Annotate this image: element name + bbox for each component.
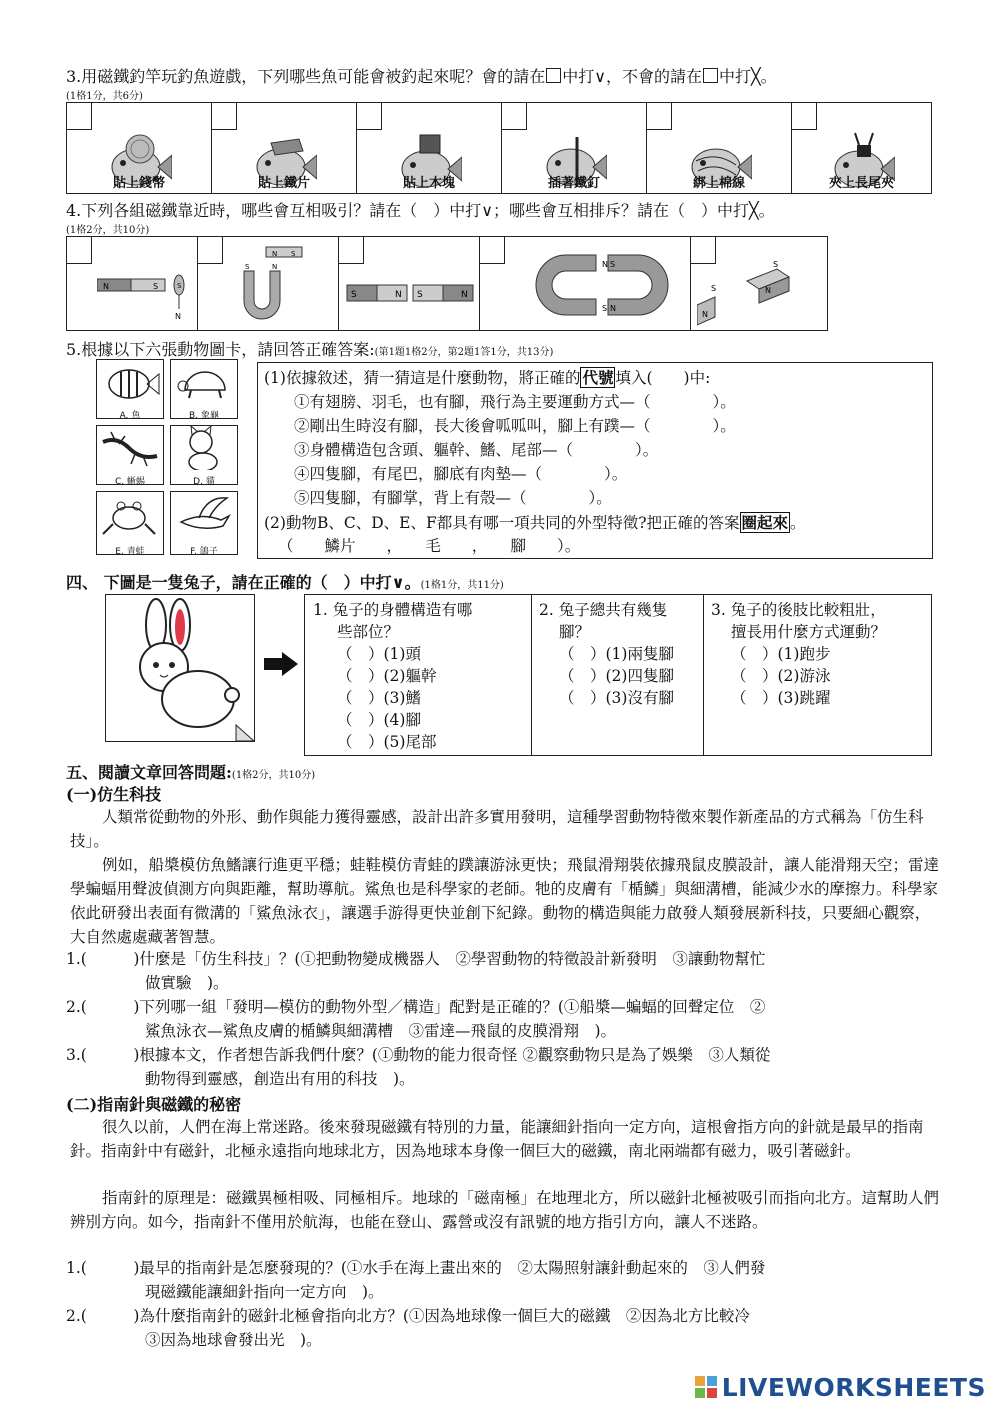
- s4-title-text: 四、 下圖是一隻兔子，請在正確的（ ）中打∨。: [66, 573, 421, 592]
- magnet-cell: [339, 237, 480, 331]
- rabbit-card: [105, 594, 255, 742]
- magnet-cell: [691, 237, 828, 331]
- s5-a-question-3[interactable]: 3.( )根據本文，作者想告訴我們什麼？(①動物的能力很奇怪 ②觀察動物只是為了娛樂 ③人類從: [66, 1046, 771, 1064]
- fish-label: 插著鐵釘: [547, 176, 600, 191]
- q5-p1-keyword: 代號: [582, 368, 614, 387]
- animal-card-fish: [96, 359, 164, 419]
- q3-note: (1格1分，共6分): [66, 91, 143, 102]
- s5-b-question-1[interactable]: 1.( )最早的指南針是怎麼發現的？(①水手在海上畫出來的 ②太陽照射讓針動起來的 ③人們發: [66, 1259, 766, 1277]
- svg-text:S: S: [245, 263, 250, 271]
- animal-card-tortoise: [170, 359, 238, 419]
- rabbit-q3-title: 3. 兔子的後肢比較粗壯，: [711, 601, 886, 619]
- animal-card-cat: [170, 425, 238, 485]
- s5-a-paragraph-1: 人類常從動物的外形、動作與能力獲得靈感，設計出許多實用發明，這種學習動物特徵來製作新產品的方式稱為「仿生科技」。: [70, 808, 924, 850]
- s5-a-question-1-cont: 做實驗 )。: [145, 974, 229, 992]
- lizard-icon: [97, 426, 163, 470]
- s5-a-paragraph-2: 例如，船槳模仿魚鰭讓行進更平穩；蛙鞋模仿青蛙的蹼讓游泳更快；飛鼠滑翔裝依據飛鼠皮膜設計，讓人能滑翔天空；雷達學蝙蝠用聲波偵測方向與距離，幫助導航。鯊魚也是科學家的老師。牠的皮膚有「楯鱗」與細溝槽，能減少水的摩擦力。科學家依此研發出表面有微溝的「鯊魚泳衣」，讓選手游得更快並創下紀錄。動物的構造與能力啟發人類發展新科技，只要細心觀察，大自然處處藏著智慧。: [70, 856, 940, 946]
- s5-b-paragraph-2: 指南針的原理是：磁鐵異極相吸、同極相斥。地球的「磁南極」在地理北方，所以磁針北極被吸引而指向北方。這幫助人們辨別方向。如今，指南針不僅用於航海，也能在登山、露營或沒有訊號的地方指引方向，讓人不迷路。: [70, 1189, 940, 1231]
- q3-title-mid: 中打∨，不會的請在: [562, 67, 702, 86]
- s5-note: (1格2分，共10分): [231, 770, 316, 781]
- s5-b-question-2-cont: ③因為地球會發出光 )。: [145, 1331, 322, 1349]
- svg-text:S: S: [610, 260, 616, 269]
- rabbit-q1-option[interactable]: （ ）(2)軀幹: [337, 667, 437, 685]
- column-divider: [531, 595, 532, 755]
- checkbox-symbol: [703, 68, 718, 83]
- fish-label: 貼上木塊: [402, 176, 455, 191]
- column-divider: [703, 595, 704, 755]
- s4-title: [66, 570, 504, 593]
- q5-p2: [264, 510, 806, 536]
- rabbit-q3: [711, 599, 886, 709]
- rabbit-q2-option[interactable]: （ ）(2)四隻腳: [559, 667, 674, 685]
- answer-box[interactable]: [356, 102, 382, 130]
- rabbit-q2: [539, 599, 674, 709]
- s4-note: (1格1分，共11分): [420, 580, 504, 591]
- liveworksheets-logo-text: LIVEWORKSHEETS: [721, 1373, 986, 1402]
- q5-question-box: [257, 362, 933, 559]
- q5-p2-text-end: 。: [790, 514, 806, 532]
- q5-item[interactable]: ⑤四隻腳，有腳掌，背上有殼—（ ）。: [294, 489, 612, 507]
- fish-label: 貼上錢幣: [112, 176, 165, 191]
- s5-a-question-2-cont: 鯊魚泳衣—鯊魚皮膚的楯鱗與細溝槽 ③雷達—飛鼠的皮膜滑翔 )。: [145, 1022, 617, 1040]
- svg-text:S: S: [417, 290, 423, 300]
- animal-card-pigeon: [170, 491, 238, 555]
- liveworksheets-logo-icon: [693, 1374, 719, 1400]
- svg-text:N: N: [702, 310, 708, 319]
- answer-box[interactable]: [690, 236, 716, 264]
- svg-text:N: N: [765, 286, 771, 295]
- svg-text:S: S: [711, 284, 717, 293]
- fish-cell: [792, 103, 932, 194]
- q5-item[interactable]: ④四隻腳，有尾巴，腳底有肉墊—（ ）。: [294, 465, 628, 483]
- answer-box[interactable]: [501, 102, 527, 130]
- rabbit-q2-title: 2. 兔子總共有幾隻: [539, 601, 668, 619]
- rabbit-q2-title-cont: 腳？: [559, 623, 591, 641]
- q4-note: (1格2分，共10分): [66, 225, 150, 236]
- answer-box[interactable]: [338, 236, 364, 264]
- svg-text:S: S: [602, 304, 608, 313]
- rabbit-q2-option[interactable]: （ ）(3)沒有腳: [559, 689, 674, 707]
- svg-text:N: N: [395, 290, 402, 300]
- rabbit-q1-option[interactable]: （ ）(5)尾部: [337, 733, 437, 751]
- s5-a-question-3-cont: 動物得到靈感，創造出有用的科技 )。: [145, 1070, 415, 1088]
- q5-p2-keyword: 圈起來: [741, 513, 789, 532]
- animal-label: F. 鴿子: [190, 547, 218, 557]
- fish-cell: [647, 103, 792, 194]
- rabbit-question-box: [304, 594, 932, 756]
- svg-text:N: N: [272, 263, 278, 271]
- svg-text:S: S: [177, 282, 182, 290]
- svg-text:S: S: [291, 250, 296, 258]
- fish-label: 夾上長尾夾: [828, 176, 894, 191]
- frog-icon: [97, 492, 163, 540]
- animal-card-lizard: [96, 425, 164, 485]
- fish-cell: [212, 103, 357, 194]
- rabbit-q3-option[interactable]: （ ）(2)游泳: [731, 667, 831, 685]
- rabbit-q1-option[interactable]: （ ）(3)鰭: [337, 689, 421, 707]
- block-magnets-icon: [697, 261, 817, 327]
- q3-title-end: 中打╳。: [719, 67, 777, 86]
- fish-cell: [67, 103, 212, 194]
- animal-label: C. 蜥蜴: [114, 477, 145, 487]
- svg-text:N: N: [610, 304, 616, 313]
- s5-title-text: 五、閱讀文章回答問題:: [66, 763, 232, 782]
- q5-item[interactable]: ②剛出生時沒有腳，長大後會呱呱叫，腳上有蹼—（ ）。: [294, 417, 736, 435]
- s5-b-title: (二)指南針與磁鐵的秘密: [66, 1095, 242, 1114]
- svg-text:N: N: [272, 250, 278, 258]
- answer-box[interactable]: [197, 236, 223, 264]
- q5-item[interactable]: ③身體構造包含頭、軀幹、鰭、尾部—（ ）。: [294, 441, 659, 459]
- bar-magnet-coin-icon: [97, 257, 197, 325]
- svg-text:N: N: [602, 260, 608, 269]
- s5-a-question-1[interactable]: 1.( )什麼是「仿生科技」？(①把動物變成機器人 ②學習動物的特徵設計新發明 ③讓動物幫忙: [66, 950, 766, 968]
- q5-title-text: 5.根據以下六張動物圖卡，請回答正確答案:: [66, 340, 375, 359]
- answer-box[interactable]: [646, 102, 672, 130]
- answer-box[interactable]: [66, 236, 92, 264]
- q5-p1-text-end: 填入( )中:: [615, 369, 711, 387]
- q5-p2-text: (2)動物B、C、D、E、F都具有哪一項共同的外型特徵?把正確的答案: [264, 514, 740, 532]
- rabbit-q1-title: 1. 兔子的身體構造有哪: [313, 601, 473, 619]
- q3-title: [66, 64, 777, 87]
- right-arrow-icon: [264, 652, 298, 676]
- fish-label: 綁上棉線: [692, 176, 745, 191]
- svg-text:N: N: [103, 282, 109, 291]
- q3-title-text: 3.用磁鐵釣竿玩釣魚遊戲，下列哪些魚可能會被釣起來呢？會的請在: [66, 67, 546, 86]
- answer-box[interactable]: [791, 102, 817, 130]
- answer-box[interactable]: [66, 102, 92, 130]
- two-bar-magnets-icon: [345, 283, 477, 305]
- rabbit-q3-option[interactable]: （ ）(1)跑步: [731, 645, 831, 663]
- two-u-magnets-icon: [526, 245, 676, 325]
- answer-box[interactable]: [211, 102, 237, 130]
- rabbit-q1: [313, 599, 472, 753]
- svg-text:N: N: [461, 290, 468, 300]
- magnet-cell: [198, 237, 339, 331]
- q3-fish-table: [66, 102, 932, 194]
- rabbit-q3-title-cont: 擅長用什麼方式運動？: [731, 623, 887, 641]
- q5-note: (第1題1格2分，第2題1答1分，共13分): [374, 347, 554, 358]
- rabbit-q1-title-cont: 些部位？: [337, 623, 400, 641]
- animal-label: A. 魚: [119, 411, 141, 421]
- pigeon-icon: [171, 492, 237, 540]
- fish-label: 貼上鐵片: [257, 176, 310, 191]
- s5-a-title: (一)仿生科技: [66, 785, 162, 804]
- rabbit-q2-option[interactable]: （ ）(1)兩隻腳: [559, 645, 674, 663]
- animal-label: E. 青蛙: [115, 547, 145, 557]
- s5-b-question-1-cont: 現磁鐵能讓細針指向一定方向 )。: [145, 1283, 384, 1301]
- q5-p2-choices[interactable]: （ 鱗片 ， 毛 ， 腳 ）。: [278, 537, 581, 555]
- animal-cards: [92, 357, 242, 559]
- q5-item[interactable]: ①有翅膀、羽毛，也有腳，飛行為主要運動方式—（ ）。: [294, 393, 736, 411]
- tortoise-icon: [171, 360, 237, 404]
- fish-icon: [97, 360, 163, 404]
- rabbit-icon: [106, 595, 254, 741]
- svg-text:S: S: [351, 290, 357, 300]
- checkbox-symbol: [546, 68, 561, 83]
- s5-a-question-2[interactable]: 2.( )下列哪一組「發明—模仿的動物外型／構造」配對是正確的？(①船槳—蝙蝠的回聲定位 ②: [66, 998, 766, 1016]
- animal-card-frog: [96, 491, 164, 555]
- fish-cell: [357, 103, 502, 194]
- q4-magnet-table: [66, 236, 828, 331]
- svg-text:S: S: [153, 282, 159, 291]
- s5-b-question-2[interactable]: 2.( )為什麼指南針的磁針北極會指向北方？(①因為地球像一個巨大的磁鐵 ②因為北方比較冷: [66, 1307, 750, 1325]
- svg-text:N: N: [175, 312, 181, 321]
- rabbit-q3-option[interactable]: （ ）(3)跳躍: [731, 689, 831, 707]
- rabbit-q1-option[interactable]: （ ）(4)腳: [337, 711, 421, 729]
- liveworksheets-logo: [693, 1373, 986, 1402]
- q5-p1-text: (1)依據敘述，猜一猜這是什麼動物，將正確的: [264, 369, 581, 387]
- magnet-cell: [67, 237, 198, 331]
- animal-label: B. 象龜: [189, 411, 219, 421]
- rabbit-ear-inner: [175, 609, 185, 645]
- u-magnet-bar-icon: [236, 245, 316, 325]
- answer-box[interactable]: [479, 236, 505, 264]
- fish-cell: [502, 103, 647, 194]
- q5-p1: [264, 365, 710, 391]
- s5-b-paragraph-1: 很久以前，人們在海上常迷路。後來發現磁鐵有特別的力量，能讓細針指向一定方向，這根會指方向的針就是最早的指南針。指南針中有磁針，北極永遠指向地球北方，因為地球本身像一個巨大的磁鐵，南北兩端都有磁力，吸引著磁針。: [70, 1118, 924, 1160]
- rabbit-q1-option[interactable]: （ ）(1)頭: [337, 645, 421, 663]
- s5-title: [66, 760, 315, 783]
- cat-icon: [171, 426, 237, 470]
- q4-title: 4.下列各組磁鐵靠近時，哪些會互相吸引？請在（ ）中打∨；哪些會互相排斥？請在（ ）中打╳。: [66, 201, 775, 220]
- animal-label: D. 貓: [193, 477, 215, 487]
- magnet-cell: [480, 237, 691, 331]
- svg-text:S: S: [773, 261, 779, 269]
